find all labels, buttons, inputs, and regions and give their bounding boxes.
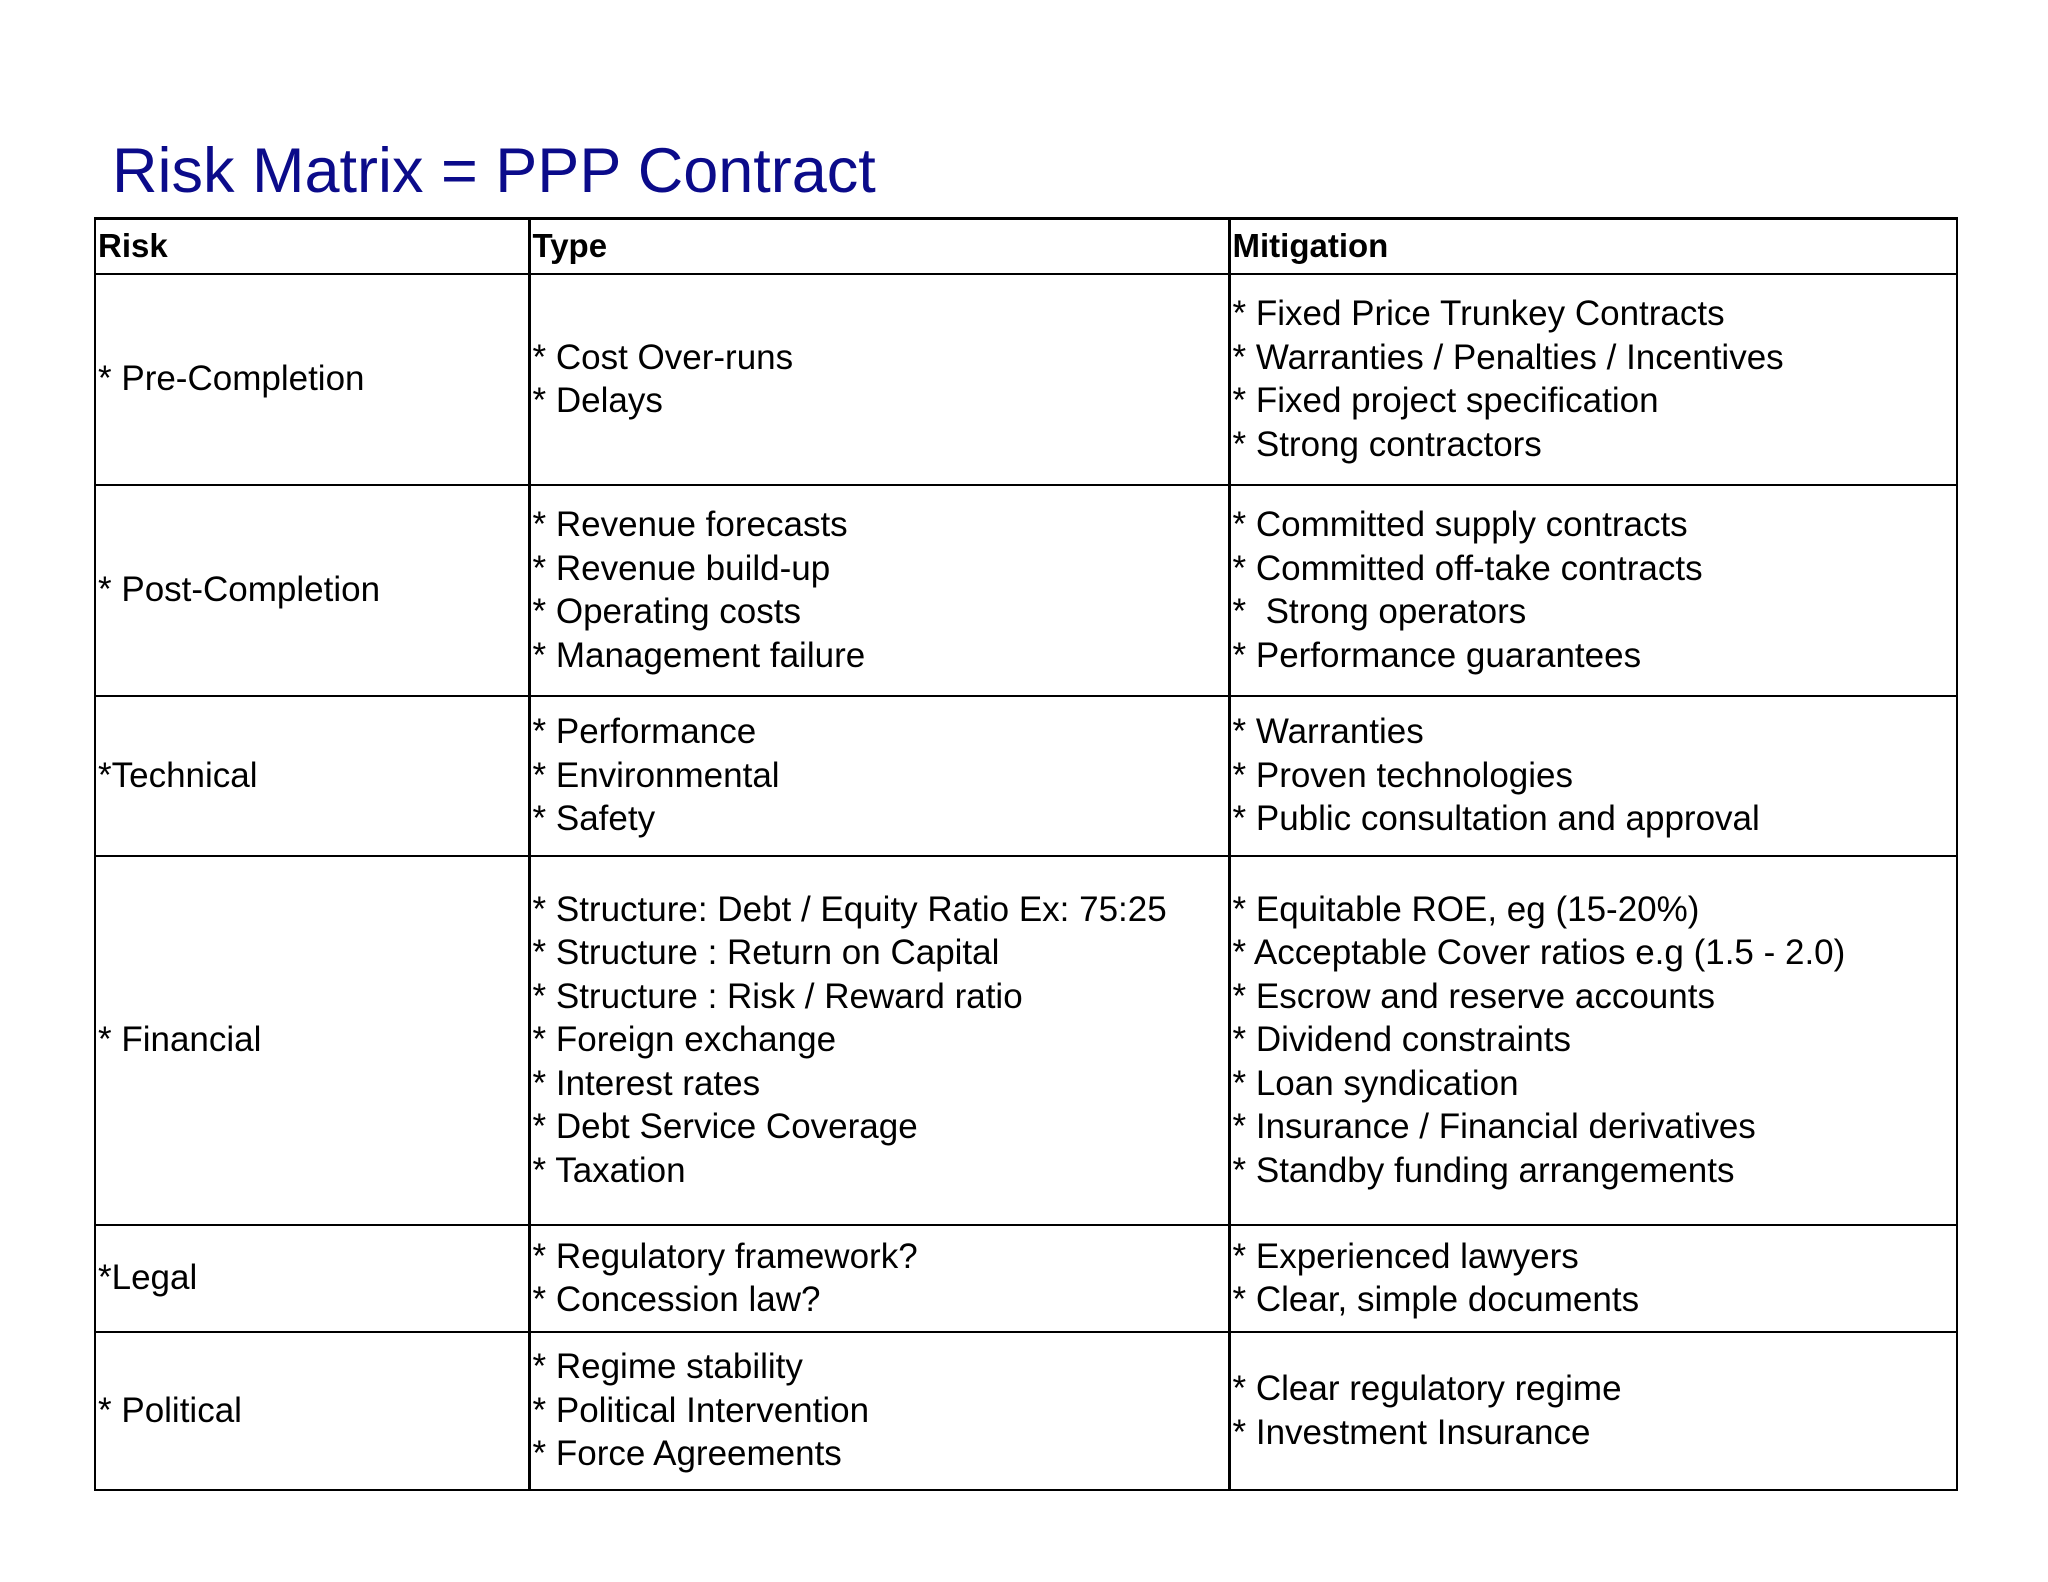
table-row	[95, 856, 1957, 1225]
risk-label: * Post-Completion	[98, 570, 381, 610]
header-mitigation: Mitigation	[1229, 219, 1957, 274]
risk-cell	[95, 696, 529, 856]
risk-label: *Legal	[98, 1258, 198, 1298]
risk-cell	[95, 1332, 529, 1490]
mitigation-item: * Escrow and reserve accounts	[1232, 976, 1715, 1016]
type-item: * Structure: Debt / Equity Ratio Ex: 75:25	[532, 889, 1167, 929]
page-title: Risk Matrix = PPP Contract	[112, 136, 876, 206]
mitigation-item: * Strong operators	[1232, 592, 1527, 631]
mitigation-item: * Experienced lawyers	[1232, 1236, 1579, 1276]
type-item: * Political Intervention	[532, 1390, 870, 1430]
type-item: * Operating costs	[532, 592, 801, 631]
risk-label: * Pre-Completion	[98, 359, 365, 399]
risk-cell	[95, 485, 529, 696]
table-row	[95, 1332, 1957, 1490]
mitigation-cell	[1229, 696, 1957, 856]
mitigation-item: * Clear, simple documents	[1232, 1280, 1640, 1319]
type-cell	[529, 856, 1229, 1225]
table-row	[95, 485, 1957, 696]
header-type: Type	[529, 219, 1229, 274]
type-item: * Management failure	[532, 635, 866, 675]
type-item: * Performance	[532, 712, 757, 752]
risk-label: * Political	[98, 1390, 242, 1430]
mitigation-cell	[1229, 485, 1957, 696]
mitigation-item: * Investment Insurance	[1232, 1412, 1591, 1452]
type-cell	[529, 485, 1229, 696]
type-item: * Environmental	[532, 755, 780, 795]
type-item: * Structure : Risk / Reward ratio	[532, 976, 1023, 1016]
mitigation-item: * Performance guarantees	[1232, 635, 1642, 675]
table-row	[95, 1225, 1957, 1332]
mitigation-cell	[1229, 1225, 1957, 1332]
mitigation-item: * Standby funding arrangements	[1232, 1150, 1735, 1190]
mitigation-item: * Equitable ROE, eg (15-20%)	[1232, 889, 1700, 929]
type-item: * Delays	[532, 381, 663, 420]
type-item: * Regulatory framework?	[532, 1236, 918, 1276]
risk-matrix-table	[94, 217, 1958, 1491]
type-item: * Structure : Return on Capital	[532, 933, 1000, 973]
type-item: * Foreign exchange	[532, 1020, 837, 1060]
type-item: * Force Agreements	[532, 1434, 842, 1474]
risk-cell	[95, 1225, 529, 1332]
mitigation-item: * Acceptable Cover ratios e.g (1.5 - 2.0)	[1232, 933, 1846, 973]
type-item: * Taxation	[532, 1150, 686, 1190]
mitigation-item: * Dividend constraints	[1232, 1020, 1571, 1060]
header-risk: Risk	[95, 219, 529, 274]
type-item: * Revenue build-up	[532, 548, 831, 588]
table-row	[95, 696, 1957, 856]
type-item: * Debt Service Coverage	[532, 1107, 918, 1147]
mitigation-item: * Insurance / Financial derivatives	[1232, 1107, 1756, 1147]
risk-label: *Technical	[98, 755, 258, 795]
table-row	[95, 274, 1957, 485]
mitigation-item: * Strong contractors	[1232, 424, 1542, 464]
risk-cell	[95, 856, 529, 1225]
type-item: * Regime stability	[532, 1347, 803, 1387]
type-item: * Safety	[532, 799, 656, 839]
type-cell	[529, 1332, 1229, 1490]
type-cell	[529, 274, 1229, 485]
mitigation-item: * Loan syndication	[1232, 1063, 1519, 1103]
type-item: * Revenue forecasts	[532, 505, 848, 544]
mitigation-item: * Warranties / Penalties / Incentives	[1232, 337, 1784, 377]
type-item: * Concession law?	[532, 1280, 821, 1319]
mitigation-item: * Fixed project specification	[1232, 381, 1659, 420]
mitigation-item: * Public consultation and approval	[1232, 799, 1760, 839]
mitigation-item: * Committed supply contracts	[1232, 505, 1688, 544]
type-item: * Cost Over-runs	[532, 337, 794, 377]
risk-label: * Financial	[98, 1020, 262, 1060]
mitigation-item: * Fixed Price Trunkey Contracts	[1232, 294, 1725, 333]
mitigation-item: * Committed off-take contracts	[1232, 548, 1703, 588]
mitigation-cell	[1229, 856, 1957, 1225]
type-item: * Interest rates	[532, 1063, 761, 1103]
mitigation-cell	[1229, 1332, 1957, 1490]
risk-cell	[95, 274, 529, 485]
mitigation-cell	[1229, 274, 1957, 485]
type-cell	[529, 696, 1229, 856]
type-cell	[529, 1225, 1229, 1332]
mitigation-item: * Warranties	[1232, 712, 1424, 752]
mitigation-item: * Clear regulatory regime	[1232, 1369, 1622, 1408]
table-header-row	[95, 219, 1957, 274]
mitigation-item: * Proven technologies	[1232, 755, 1573, 795]
